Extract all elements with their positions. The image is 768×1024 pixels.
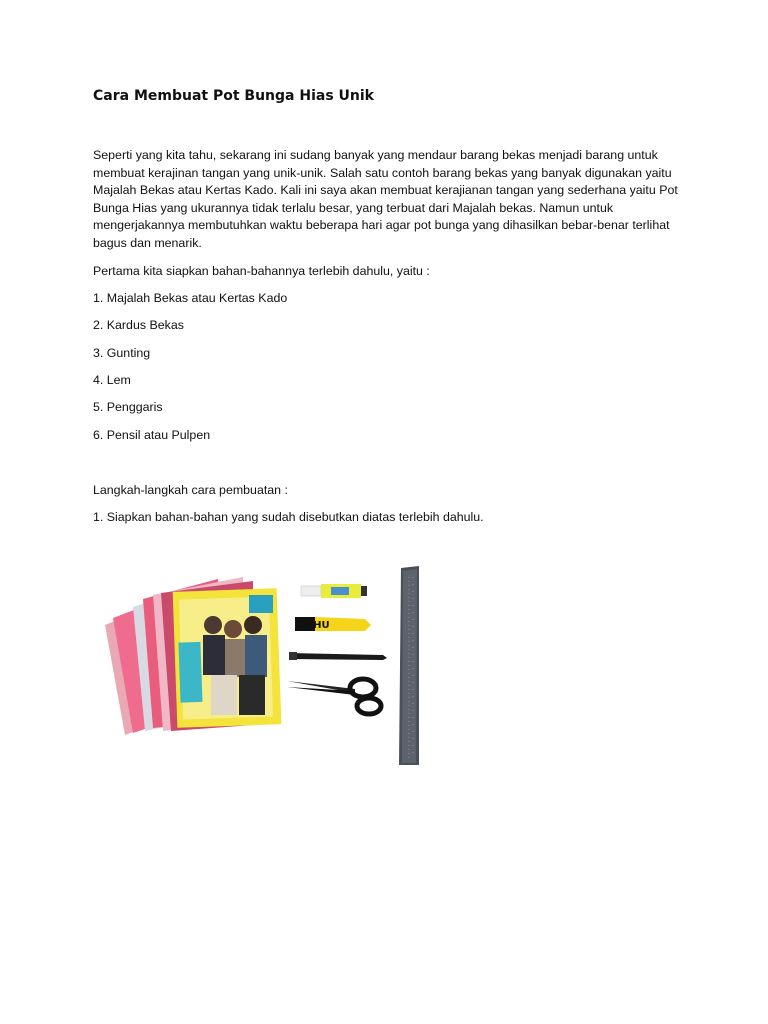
glue-stick-icon — [301, 584, 367, 598]
list-item: 6. Pensil atau Pulpen — [93, 428, 211, 442]
step-item: 1. Siapkan bahan-bahan yang sudah disebutkan diatas terlebih dahulu. — [93, 510, 484, 524]
list-item: 1. Majalah Bekas atau Kertas Kado — [93, 291, 288, 305]
list-item: 2. Kardus Bekas — [93, 318, 184, 332]
glue-tube-icon — [295, 617, 371, 631]
ruler-icon — [399, 566, 419, 765]
materials-photo — [93, 563, 436, 768]
page-title: Cara Membuat Pot Bunga Hias Unik — [93, 88, 374, 104]
materials-intro: Pertama kita siapkan bahan-bahannya terlebih dahulu, yaitu : — [93, 264, 430, 278]
list-item: 3. Gunting — [93, 346, 151, 360]
intro-paragraph: Seperti yang kita tahu, sekarang ini sudang banyak yang mendaur barang bekas menjadi barang untuk membuat kerajinan tangan yang unik-unik. Salah satu contoh barang bekas yang banyak digunakan yaitu Majalah Bekas atau Kertas Kado. Kali ini saya akan membuat kerajianan tangan yang sederhana yaitu Pot Bunga Hias yang ukurannya tidak terlalu besar, yang terbuat dari Majalah bekas. Namun untuk mengerjakannya membutuhkan waktu beberapa hari agar pot bunga yang dihasilkan bebar-benar terlihat bagus dan menarik. — [93, 148, 678, 250]
list-item: 4. Lem — [93, 373, 131, 387]
tube-label: UHU — [305, 620, 330, 631]
list-item: 5. Penggaris — [93, 400, 163, 414]
steps-heading: Langkah-langkah cara pembuatan : — [93, 483, 288, 497]
